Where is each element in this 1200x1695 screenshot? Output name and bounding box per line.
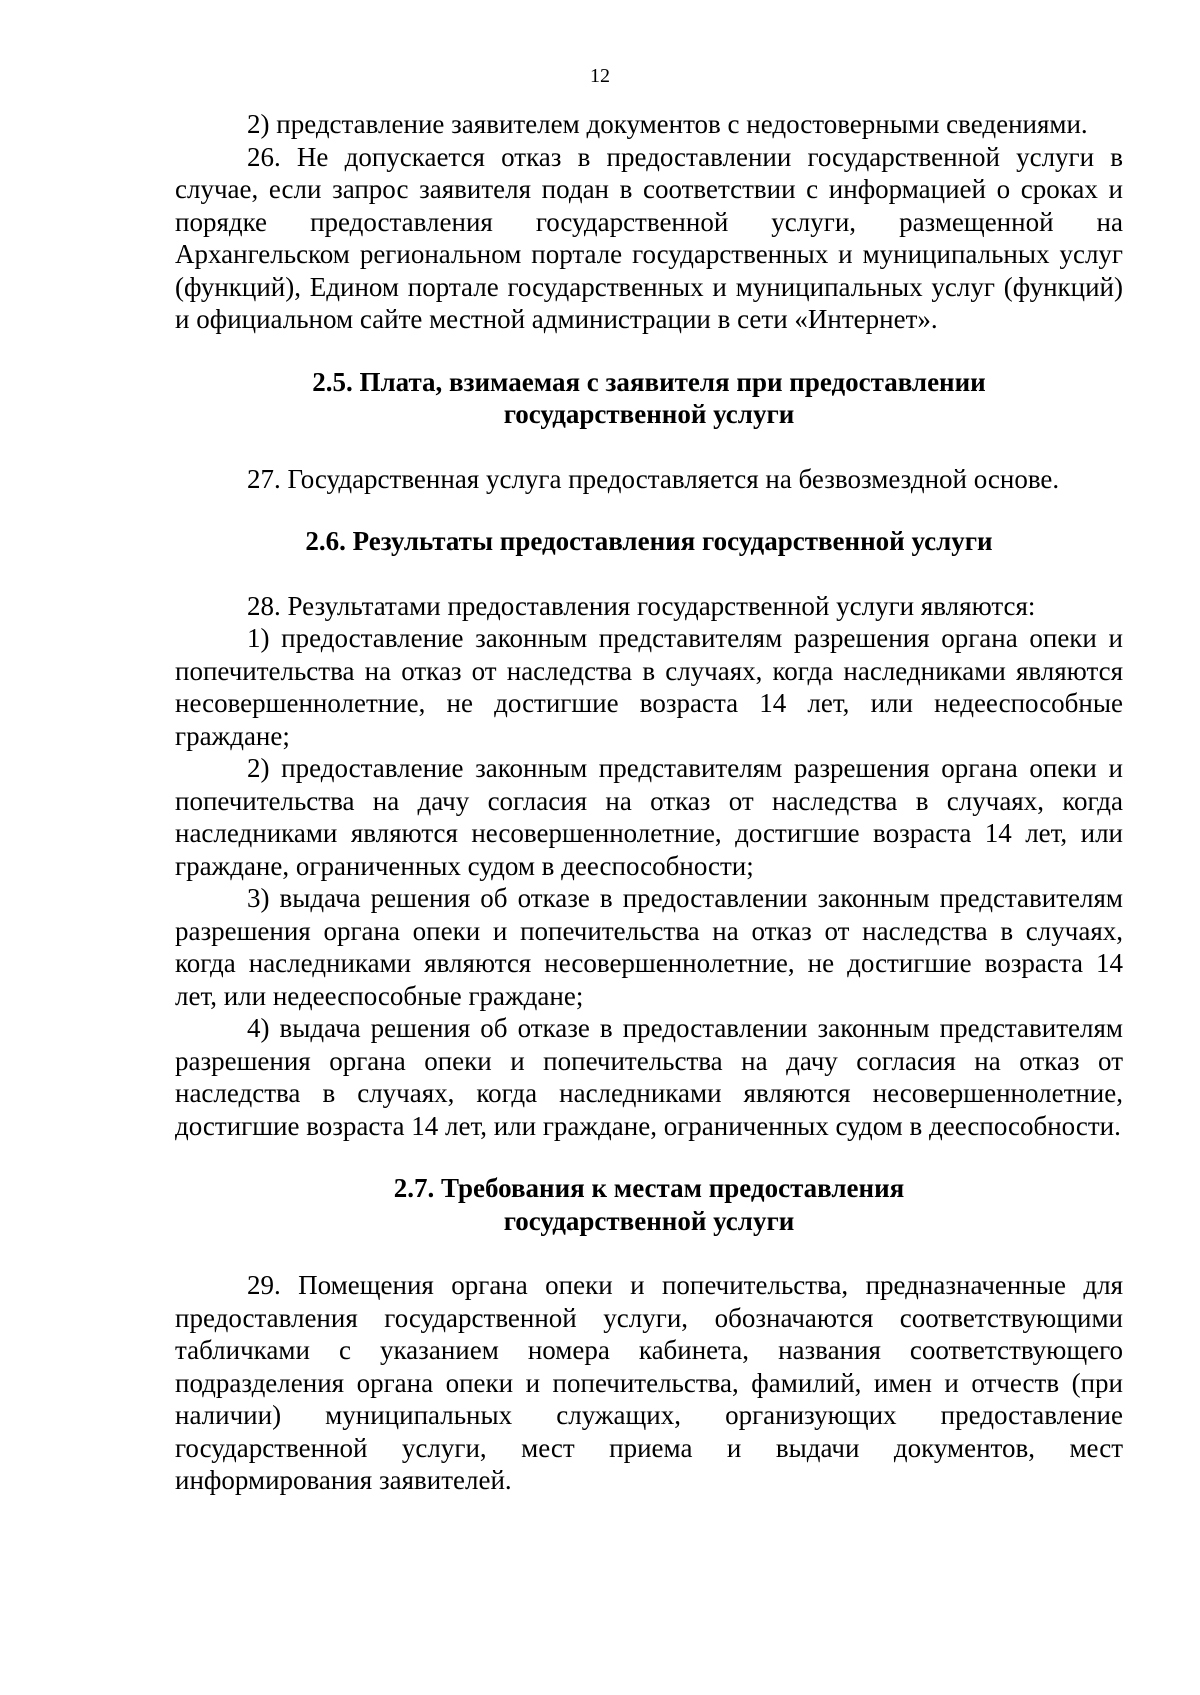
paragraph-28-item-1: 1) предоставление законным представителям разрешения органа опеки и попечительства на отказ от наследства в случаях, когда наследниками являются несовершеннолетние, не достигшие возраста 14 лет, или недееспособные граждане; xyxy=(175,623,1123,751)
document-body xyxy=(175,108,1123,1497)
section-heading-2-6-line1: 2.6. Результаты предоставления государственной услуги xyxy=(305,526,993,556)
section-heading-2-7-line2: государственной услуги xyxy=(503,1205,795,1236)
section-heading-2-7 xyxy=(175,1172,1123,1237)
section-heading-2-7-line1: 2.7. Требования к местам предоставления xyxy=(393,1173,905,1203)
section-heading-2-5-line1: 2.5. Плата, взимаемая с заявителя при предоставлении xyxy=(312,366,986,397)
page-number: 12 xyxy=(590,65,610,87)
paragraph-28-item-3: 3) выдача решения об отказе в предоставлении законным представителям разрешения органа опеки и попечительства на отказ от наследства в случаях, когда наследниками являются несовершеннолетние, не достигшие возраста 14 лет, или недееспособные граждане; xyxy=(175,883,1123,1011)
section-heading-2-5 xyxy=(175,366,1123,431)
paragraph-27: 27. Государственная услуга предоставляется на безвозмездной основе. xyxy=(247,463,1060,494)
paragraph-26: 26. Не допускается отказ в предоставлении государственной услуги в случае, если запрос заявителя подан в соответствии с информацией о сроках и порядке предоставления государственной услуги, размещенной на Архангельском региональном портале государственных и муниципальных услуг (функций), Едином портале государственных и муниципальных услуг (функций) и официальном сайте местной администрации в сети «Интернет». xyxy=(175,141,1123,334)
paragraph-28: 28. Результатами предоставления государственной услуги являются: xyxy=(247,590,1036,621)
paragraph-28-item-2: 2) предоставление законным представителям разрешения органа опеки и попечительства на дачу согласия на отказ от наследства в случаях, когда наследниками являются несовершеннолетние, достигшие возраста 14 лет, или граждане, ограниченных судом в дееспособности; xyxy=(175,753,1123,881)
section-heading-2-6 xyxy=(175,525,1123,558)
paragraph-item-2-false-info: 2) представление заявителем документов с недостоверными сведениями. xyxy=(247,109,1088,139)
section-heading-2-5-line2: государственной услуги xyxy=(503,399,795,429)
paragraph-28-item-4: 4) выдача решения об отказе в предоставлении законным представителям разрешения органа опеки и попечительства на дачу согласия на отказ от наследства в случаях, когда наследниками являются несовершеннолетние, достигшие возраста 14 лет, или граждане, ограниченных судом в дееспособности. xyxy=(175,1013,1123,1141)
paragraph-29: 29. Помещения органа опеки и попечительства, предназначенные для предоставления государственной услуги, обозначаются соответствующими табличками с указанием номера кабинета, названия соответствующего подразделения органа опеки и попечительства, фамилий, имен и отчеств (при наличии) муниципальных служащих, организующих предоставление государственной услуги, мест приема и выдачи документов, мест информирования заявителей. xyxy=(175,1270,1123,1495)
